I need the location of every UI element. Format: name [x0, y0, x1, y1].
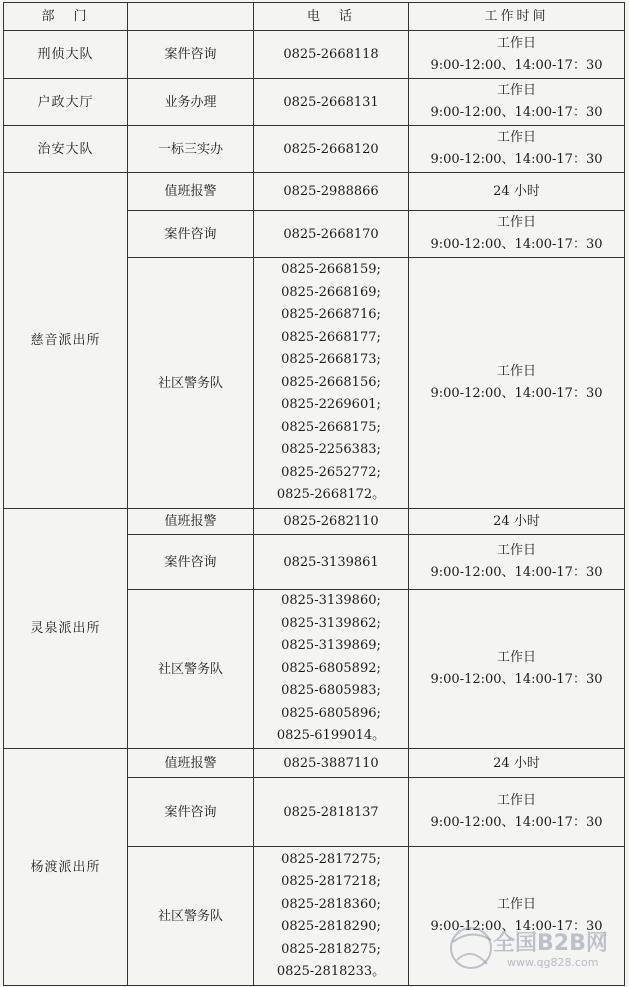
- time-label: 工作日: [496, 215, 536, 230]
- time-cell: [409, 211, 625, 258]
- time-label: 工作日: [496, 543, 536, 558]
- phone-item: 0825-2668169;: [281, 284, 381, 300]
- category-cell: 值班报警: [128, 749, 254, 778]
- phone-item: 0825-2668173;: [281, 352, 381, 368]
- phone-cell: 0825-2668120: [254, 126, 409, 173]
- phone-item: 0825-6805896;: [281, 705, 381, 721]
- dept-cell: 慈音派出所: [4, 173, 128, 509]
- time-cell: [409, 31, 625, 79]
- category-cell: 一标三实办: [128, 126, 254, 173]
- time-hours: 9:00-12:00、14:00-17：30: [430, 105, 603, 120]
- time-hours: 9:00-12:00、14:00-17：30: [430, 815, 603, 830]
- time-cell: [409, 258, 625, 509]
- time-cell: 24 小时: [409, 509, 625, 535]
- phone-cell: 0825-3139861: [254, 535, 409, 590]
- header-row: [4, 3, 625, 31]
- phone-item: 0825-2818233。: [276, 964, 386, 979]
- time-hours: 9:00-12:00、14:00-17：30: [430, 919, 603, 934]
- phone-item: 0825-2668175;: [281, 419, 381, 435]
- time-hours: 9:00-12:00、14:00-17：30: [430, 386, 603, 401]
- phone-item: 0825-2818275;: [281, 941, 381, 957]
- globe-logo-icon: [447, 920, 495, 974]
- category-cell: 社区警务队: [128, 590, 254, 749]
- category-cell: 社区警务队: [128, 847, 254, 986]
- time-hours: 9:00-12:00、14:00-17：30: [430, 57, 603, 73]
- phone-item: 0825-2668159;: [281, 262, 381, 278]
- category-cell: 社区警务队: [128, 258, 254, 509]
- table-row: [4, 749, 625, 778]
- dept-cell: 户政大厅: [4, 79, 128, 126]
- time-cell: [409, 590, 625, 749]
- phone-item: 0825-2668716;: [281, 307, 381, 323]
- phone-item: 0825-2668172。: [276, 487, 386, 503]
- time-hours: 9:00-12:00、14:00-17：30: [430, 672, 603, 687]
- time-label: 工作日: [496, 130, 536, 145]
- time-cell: 24 小时: [409, 749, 625, 778]
- category-cell: 案件咨询: [128, 211, 254, 258]
- dept-cell: 刑侦大队: [4, 31, 128, 79]
- phone-list-cell: [254, 847, 409, 986]
- watermark: [445, 920, 625, 982]
- phone-cell: 0825-2668131: [254, 79, 409, 126]
- time-cell: [409, 126, 625, 173]
- category-cell: 业务办理: [128, 79, 254, 126]
- phone-item: 0825-3139862;: [281, 615, 381, 631]
- watermark-text: 全国B2B网: [493, 931, 608, 956]
- time-cell: [409, 535, 625, 590]
- phone-item: 0825-6805892;: [281, 660, 381, 676]
- phone-item: 0825-2652772;: [281, 464, 381, 480]
- header-dept: 部 门: [4, 3, 128, 31]
- category-cell: 值班报警: [128, 173, 254, 211]
- table-row: [4, 173, 625, 211]
- phone-item: 0825-2269601;: [281, 397, 381, 413]
- phone-item: 0825-2256383;: [281, 442, 381, 458]
- dept-cell: 灵泉派出所: [4, 509, 128, 749]
- time-hours: 9:00-12:00、14:00-17：30: [430, 152, 603, 167]
- table-row: [4, 509, 625, 535]
- time-cell: 24 小时: [409, 173, 625, 211]
- time-label: 工作日: [496, 897, 536, 912]
- time-hours: 9:00-12:00、14:00-17：30: [430, 565, 603, 580]
- time-label: 工作日: [496, 83, 536, 98]
- time-hours: 9:00-12:00、14:00-17：30: [430, 237, 603, 252]
- header-phone: 电 话: [254, 3, 409, 31]
- watermark-url: www.qg828.com: [507, 956, 599, 969]
- category-cell: 值班报警: [128, 509, 254, 535]
- phone-item: 0825-2668156;: [281, 374, 381, 390]
- dept-cell: 治安大队: [4, 126, 128, 173]
- time-label: 工作日: [496, 650, 536, 665]
- phone-list-cell: [254, 258, 409, 509]
- phone-item: 0825-6805983;: [281, 683, 381, 699]
- category-cell: 案件咨询: [128, 31, 254, 79]
- phone-cell: 0825-2682110: [254, 509, 409, 535]
- phone-item: 0825-3139869;: [281, 638, 381, 654]
- phone-item: 0825-2818360;: [281, 896, 381, 912]
- time-cell: [409, 778, 625, 847]
- category-cell: 案件咨询: [128, 778, 254, 847]
- phone-cell: 0825-2988866: [254, 173, 409, 211]
- table-row: [4, 31, 625, 79]
- header-time: 工作时间: [409, 3, 625, 31]
- time-label: 工作日: [496, 35, 536, 51]
- phone-cell: 0825-2668170: [254, 211, 409, 258]
- time-label: 工作日: [496, 793, 536, 808]
- phone-item: 0825-6199014。: [276, 728, 386, 744]
- phone-item: 0825-2668177;: [281, 329, 381, 345]
- phone-item: 0825-2818290;: [281, 919, 381, 934]
- contact-table: [3, 2, 625, 986]
- time-label: 工作日: [496, 364, 536, 379]
- phone-list-cell: [254, 590, 409, 749]
- dept-cell: 杨渡派出所: [4, 749, 128, 986]
- table-row: [4, 126, 625, 173]
- phone-item: 0825-2817275;: [281, 851, 381, 867]
- category-cell: 案件咨询: [128, 535, 254, 590]
- phone-cell: 0825-2668118: [254, 31, 409, 79]
- phone-item: 0825-2817218;: [281, 874, 381, 889]
- header-category: [128, 3, 254, 31]
- phone-item: 0825-3139860;: [281, 593, 381, 609]
- phone-cell: 0825-3887110: [254, 749, 409, 778]
- table-row: [4, 79, 625, 126]
- phone-cell: 0825-2818137: [254, 778, 409, 847]
- time-cell: [409, 79, 625, 126]
